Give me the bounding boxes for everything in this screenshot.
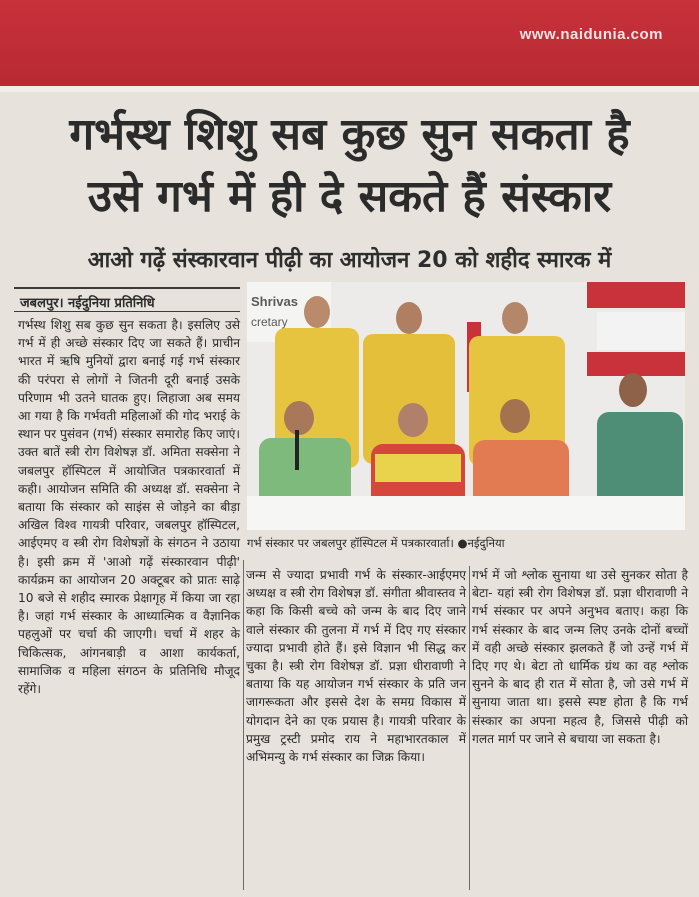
- article-column-1: [18, 316, 240, 698]
- byline: जबलपुर। नईदुनिया प्रतिनिधि: [20, 296, 155, 311]
- article-column-3: [472, 566, 688, 748]
- headline-line-2: उसे गर्भ में ही दे सकते हैं संस्कार: [87, 171, 612, 222]
- article-column-1-text: गर्भस्थ शिशु सब कुछ सुन सकता है। इसलिए उसे गर्भ में ही अच्छे संस्कार दिए जा सकते हैं। प्राचीन भारत में ऋषि मुनियों द्वारा बनाई गई गर्भ संस्कार की परंपरा से लोगों ने जितनी दूरी बनाई उसके परिणाम भी उतने घातक हुए। लिहाजा अब समय आ गया है कि गर्भवती महिलाओं की गोद भराई के स्थान पर पुसंवन (गर्भ) संस्कार समारोह किए जाएं। उक्त बातें स्त्री रोग विशेषज्ञ डॉ. अमिता सक्सेना ने जबलपुर हॉस्पिटल में आयोजित पत्रकारवार्ता में कही। आयोजन समिति की अध्यक्ष डॉ. सक्सेना ने बताया कि संस्कार को साइंस से जोड़ने का बीड़ा अखिल विश्व गायत्री परिवार, जबलपुर हॉस्पिटल, आईएमए व स्त्री रोग विशेषज्ञों के संगठन ने उठाया है। इसी क्रम में 'आओ गढ़ें संस्कारवान पीढ़ी' कार्यक्रम का आयोजन 20 अक्टूबर को प्रातः साढ़े 10 बजे से शहीद स्मारक प्रेक्षागृह में किया जा रहा है। जहां गर्भ संस्कार के आध्यात्मिक व वैज्ञानिक पहलुओं पर चर्चा की जाएगी। चर्चा में शहर के चिकित्सक, आंगनबाड़ी व आशा कार्यकर्ता, सामाजिक व महिला संगठन के प्रतिनिधि मौजूद रहेंगे।: [18, 318, 240, 697]
- headline-line-1: गर्भस्थ शिशु सब कुछ सुन सकता है: [69, 109, 630, 160]
- column-divider-1: [243, 560, 244, 890]
- masthead-edge: [0, 86, 699, 92]
- photo-illustration: [247, 282, 685, 530]
- byline-underline: [14, 311, 240, 312]
- column-divider-2: [469, 566, 470, 890]
- byline-rule: [14, 287, 240, 289]
- masthead-url[interactable]: www.naidunia.com: [519, 26, 663, 43]
- article-column-3-text: गर्भ में जो श्लोक सुनाया था उसे सुनकर सोता है बेटा- यहां स्त्री रोग विशेषज्ञ डॉ. प्रज्ञा धीरावाणी ने गर्भ संस्कार पर अपने अनुभव बताए। कहा कि गर्भ संस्कार के बाद जन्म लिए उनके दोनों बच्चों में वही अच्छे संस्कार झलकते हैं जो उन्हें गर्भ में दिए गए थे। बेटा तो धार्मिक ग्रंथ का वह श्लोक सुनने के बाद ही रात में सोता है, जो उसे गर्भ में सुनाया जाता था। इससे स्पष्ट होता है कि गर्भ संस्कार का अपना महत्व है, जिससे पीढ़ी को गलत मार्ग पर जाने से बचाया जा सकता है।: [472, 568, 688, 746]
- banner-text-2: cretary: [251, 315, 288, 329]
- press-conference-photo: [247, 282, 685, 530]
- masthead-band: [0, 0, 699, 88]
- banner-text-1: Shrivas: [251, 294, 298, 309]
- article-column-2: [246, 566, 466, 766]
- photo-caption: गर्भ संस्कार पर जबलपुर हॉस्पिटल में पत्रकारवार्ता। ●नईदुनिया: [247, 536, 505, 550]
- subheadline: आओ गढ़ें संस्कारवान पीढ़ी का आयोजन 20 को शहीद स्मारक में: [87, 248, 612, 273]
- article-column-2-text: जन्म से ज्यादा प्रभावी गर्भ के संस्कार-आईएमए अध्यक्ष व स्त्री रोग विशेषज्ञ डॉ. संगीता श्रीवास्तव ने कहा कि किसी बच्चे को जन्म के बाद दिए जाने वाले संस्कार की तुलना में गर्भ में दिए गए संस्कार ज्यादा प्रभावी होते हैं। इसे विज्ञान भी सिद्ध कर चुका है। स्त्री रोग विशेषज्ञ डॉ. प्रज्ञा धीरावाणी ने बताया कि यह आयोजन गर्भ संस्कार के प्रति जन जागरूकता और इससे देश के समग्र विकास में योगदान देने का एक प्रयास है। गायत्री परिवार के प्रमुख ट्रस्टी प्रमोद राय ने महाभारतकाल में अभिमन्यु के गर्भ संस्कार का जिक्र किया।: [246, 568, 466, 765]
